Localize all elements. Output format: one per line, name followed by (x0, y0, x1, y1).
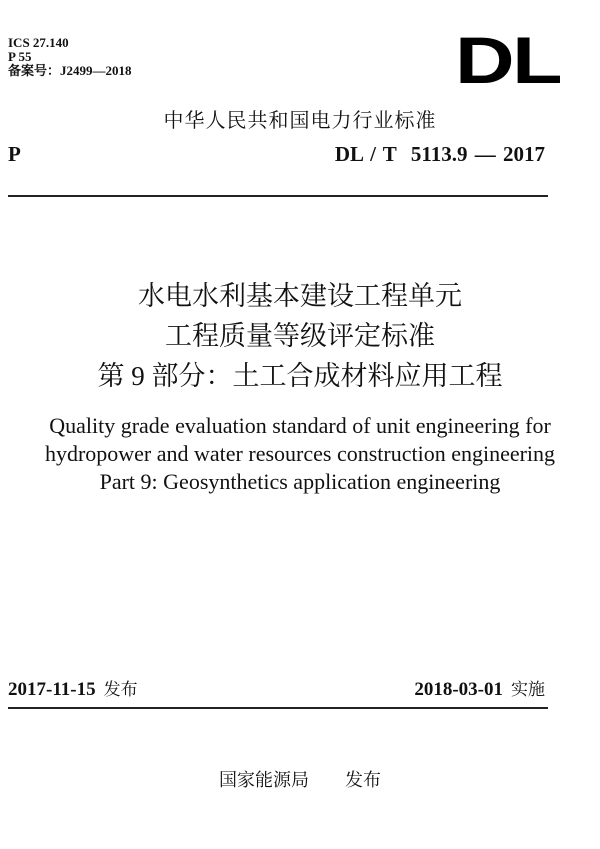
issuer-action: 发布 (345, 770, 381, 791)
standard-metadata (8, 36, 132, 78)
ics-code: ICS 27.140 (8, 35, 69, 50)
classification-letter: P (8, 142, 21, 166)
issuer-block (0, 766, 600, 792)
issuer-name: 国家能源局 (219, 770, 309, 791)
title-en (0, 412, 600, 496)
effective-date: 2018-03-01 (414, 679, 503, 700)
record-number: 备案号：J2499—2018 (8, 63, 132, 78)
title-cn-line-2: 工程质量等级评定标准 (165, 321, 435, 351)
title-en-line-3: Part 9: Geosynthetics application engineering (99, 469, 501, 494)
effective-label: 实施 (511, 680, 545, 700)
ccs-code: P 55 (8, 49, 32, 64)
title-cn-line-3: 第 9 部分：土工合成材料应用工程 (97, 361, 503, 391)
bottom-divider (8, 707, 548, 709)
publish-date: 2017-11-15 (8, 679, 96, 700)
title-en-line-2: hydropower and water resources construction engineering (44, 441, 556, 466)
title-cn-line-1: 水电水利基本建设工程单元 (138, 281, 462, 311)
standard-code: DL / T 5113.9 — 2017 (334, 142, 545, 166)
publish-date-block (8, 675, 138, 701)
title-en-line-1: Quality grade evaluation standard of unit engineering for (49, 413, 551, 438)
publish-label: 发布 (103, 680, 138, 700)
organization-title: 中华人民共和国电力行业标准 (163, 108, 437, 132)
top-divider (8, 195, 548, 197)
dl-logo: DL (455, 23, 560, 97)
effective-date-block (414, 675, 545, 701)
